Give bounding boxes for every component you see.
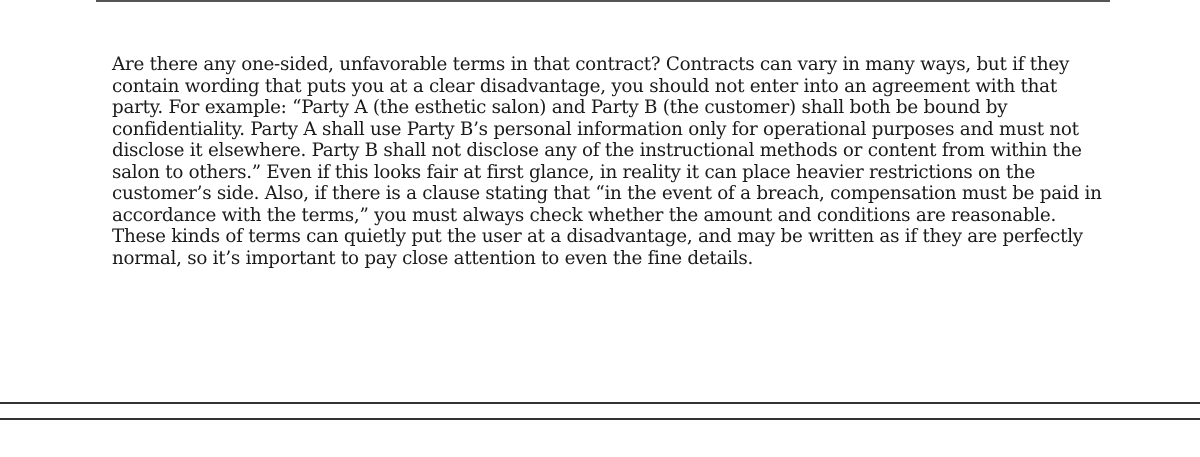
top-divider — [96, 0, 1110, 2]
body-paragraph: Are there any one-sided, unfavorable terms in that contract? Contracts can vary in many ways, but if they contain wording that puts you at a clear disadvantage, you should not enter into an agreement with that party. For example: “Party A (the esthetic salon) and Party B (the customer) shall both be bound by confidentiality. Party A shall use Party B’s personal information only for operational purposes and must not disclose it elsewhere. Party B shall not disclose any of the instructional methods or content from within the salon to others.” Even if this looks fair at first glance, in reality it can place heavier restrictions on the customer’s side. Also, if there is a clause stating that “in the event of a breach, compensation must be paid in accordance with the terms,” you must always check whether the amount and conditions are reasonable. These kinds of terms can quietly put the user at a disadvantage, and may be written as if they are perfectly normal, so it’s important to pay close attention to even the fine details. — [112, 54, 1102, 269]
bottom-divider-upper — [0, 402, 1200, 404]
bottom-divider-lower — [0, 418, 1200, 420]
